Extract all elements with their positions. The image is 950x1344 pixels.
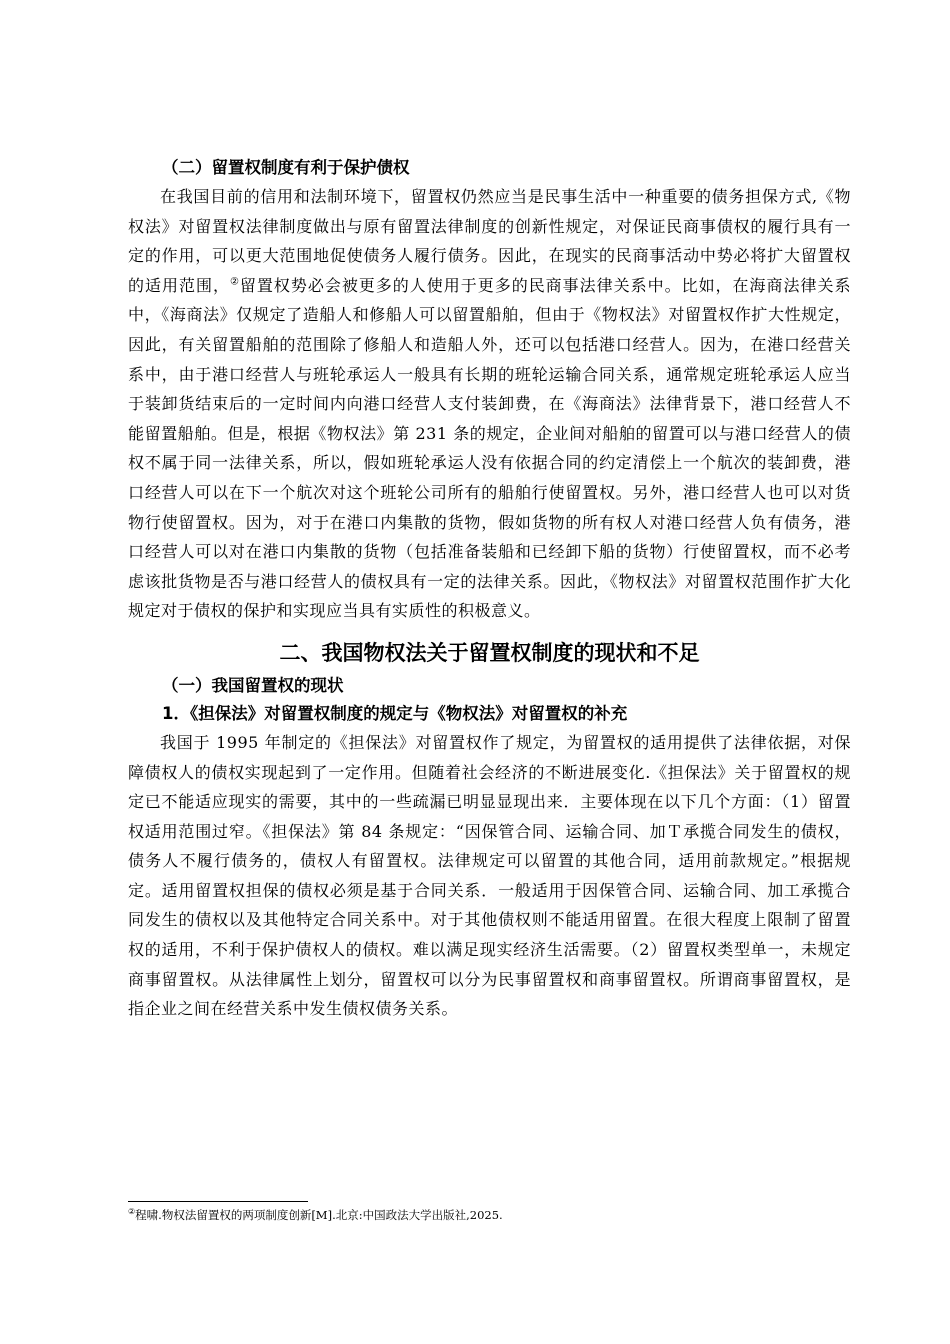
paragraph-text-part-b: 留置权势必会被更多的人使用于更多的民商事法律关系中。比如，在海商法律关系中，《海商法》仅规定了造船人和修船人可以留置船舶，但由于《物权法》对留置权作扩大性规定，因此，有关留置船舶的范围除了修船人和造船人外，还可以包括港口经营人。因为，在港口经营关系中，由于港口经营人与班轮承运人一般具有长期的班轮运输合同关系，通常规定班轮承运人应当于装卸货结束后的一定时间内向港口经营人支付装卸费，在《海商法》法律背景下，港口经营人不能留置船舶。但是，根据《物权法》第 231 条的规定，企业间对船舶的留置可以与港口经营人的债权不属于同一法律关系，所以，假如班轮承运人没有依据合同的约定清偿上一个航次的装卸费，港口经营人可以在下一个航次对这个班轮公司所有的船舶行使留置权。另外，港口经营人也可以对货物行使留置权。因为，对于在港口内集散的货物，假如货物的所有权人对港口经营人负有债务，港口经营人可以对在港口内集散的货物（包括准备装船和已经卸下船的货物）行使留置权，而不必考虑该批货物是否与港口经营人的债权具有一定的法律关系。因此，《物权法》对留置权范围作扩大化规定对于债权的保护和实现应当具有实质性的积极意义。 [128, 275, 851, 621]
footnote [128, 1207, 851, 1223]
subsection-heading-guarantee-law: 1．《担保法》对留置权制度的规定与《物权法》对留置权的补充 [162, 703, 628, 723]
paragraph-text-part-a: 在我国目前的信用和法制环境下，留置权仍然应当是民事生活中一种重要的债务担保方式,《物权法》对留置权法律制度做出与原有留置法律制度的创新性规定，对保证民商事债权的履行具有一定的作用，可以更大范围地促使债务人履行债务。因此，在现实的民商事活动中势必将扩大留置权的适用范围， [128, 187, 851, 295]
paragraph-protect-creditor [128, 182, 851, 626]
page-body [128, 154, 851, 1024]
footnote-text: 程啸.物权法留置权的两项制度创新[M].北京:中国政法大学出版社,2025. [135, 1208, 503, 1222]
footnote-divider [128, 1201, 308, 1202]
section-heading-current-status: （一）我国留置权的现状 [162, 675, 344, 695]
footnote-reference[interactable]: ② [229, 276, 240, 288]
footnote-marker: ② [128, 1207, 136, 1217]
section-heading-protect-creditor: （二）留置权制度有利于保护债权 [162, 158, 410, 177]
paragraph-guarantee-law: 我国于 1995 年制定的《担保法》对留置权作了规定，为留置权的适用提供了法律依据，对保障债权人的债权实现起到了一定作用。但随着社会经济的不断进展变化.《担保法》关于留置权的规定已不能适应现实的需要，其中的一些疏漏已明显显现出来．主要体现在以下几个方面：（1）留置权适用范围过窄。《担保法》第 84 条规定：“因保管合同、运输合同、加Ｔ承揽合同发生的债权，债务人不履行债务的，债权人有留置权。法律规定可以留置的其他合同，适用前款规定。”根据规定。适用留置权担保的债权必须是基于合同关系．一般适用于因保管合同、运输合同、加工承揽合同发生的债权以及其他特定合同关系中。对于其他债权则不能适用留置。在很大程度上限制了留置权的适用，不利于保护债权人的债权。难以满足现实经济生活需要。（2）留置权类型单一，未规定商事留置权。从法律属性上划分，留置权可以分为民事留置权和商事留置权。所谓商事留置权，是指企业之间在经营关系中发生债权债务关系。 [128, 732, 851, 1019]
chapter-heading-status-and-shortcomings: 二、我国物权法关于留置权制度的现状和不足 [279, 640, 700, 665]
